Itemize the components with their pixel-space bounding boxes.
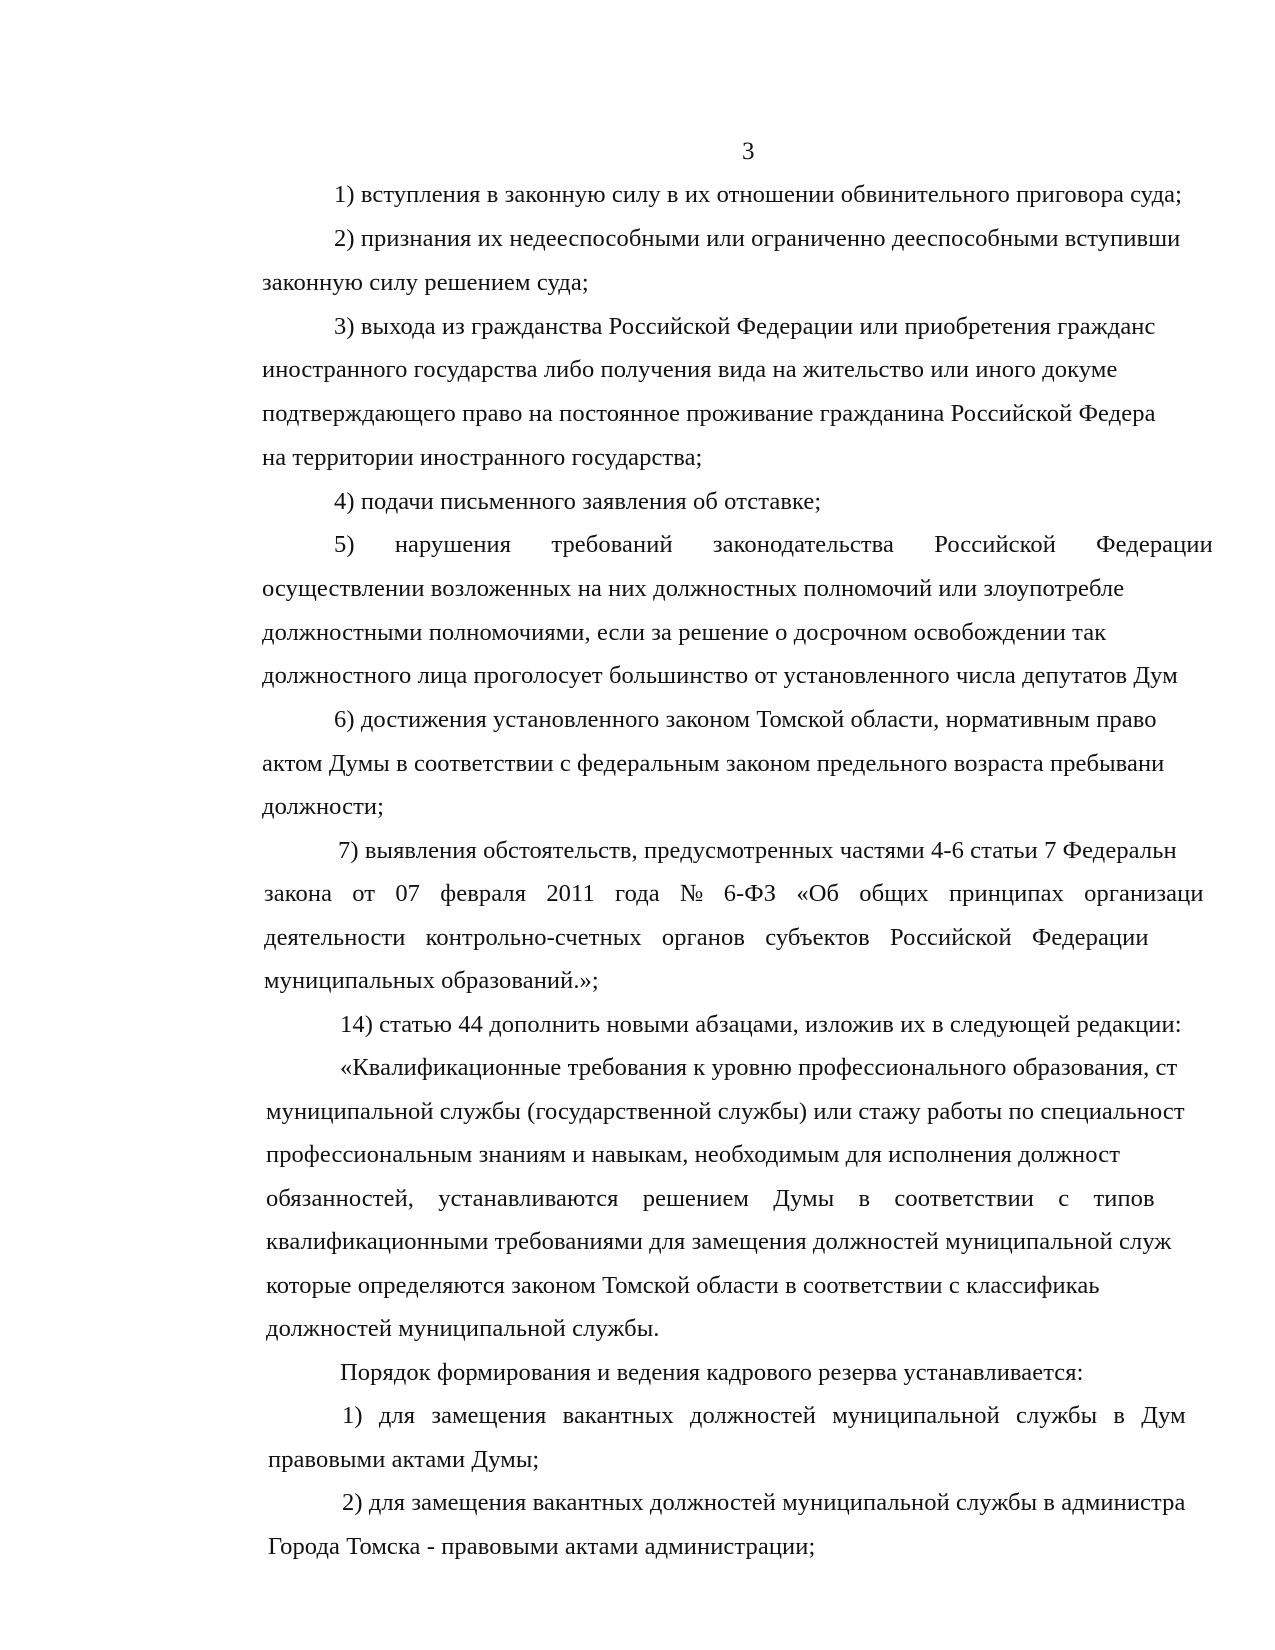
text-line: 7) выявления обстоятельств, предусмотренных частями 4-6 статьи 7 Федеральн (338, 837, 1177, 864)
text-line: профессиональным знаниям и навыкам, необходимым для исполнения должност (266, 1141, 1121, 1168)
text-line: осуществлении возложенных на них должностных полномочий или злоупотребле (262, 575, 1125, 602)
text-line: 1) для замещения вакантных должностей муниципальной службы в Дум (342, 1402, 1186, 1429)
text-line: правовыми актами Думы; (268, 1446, 540, 1473)
text-line: муниципальной службы (государственной службы) или стажу работы по специальност (266, 1098, 1185, 1125)
text-line: деятельности контрольно-счетных органов субъектов Российской Федерации (264, 924, 1149, 951)
text-line: 6) достижения установленного законом Томской области, нормативным право (334, 706, 1157, 733)
text-line: обязанностей, устанавливаются решением Думы в соответствии с типов (266, 1185, 1155, 1212)
text-line: закона от 07 февраля 2011 года № 6-ФЗ «Об общих принципах организаци (264, 880, 1204, 907)
text-line: 3) выхода из гражданства Российской Федерации или приобретения гражданс (334, 313, 1156, 340)
text-line: 5) нарушения требований законодательства Российской Федерации (334, 531, 1213, 558)
text-line: «Квалификационные требования к уровню профессионального образования, ст (340, 1054, 1178, 1081)
text-line: 4) подачи письменного заявления об отставке; (334, 488, 822, 515)
text-line: 2) для замещения вакантных должностей муниципальной службы в администра (342, 1489, 1186, 1516)
text-line: должности; (262, 793, 385, 820)
text-line: подтверждающего право на постоянное проживание гражданина Российской Федера (262, 400, 1156, 427)
page-number: 3 (742, 138, 755, 165)
text-line: должностного лица проголосует большинство от установленного числа депутатов Дум (262, 662, 1178, 689)
text-line: должностными полномочиями, если за решение о досрочном освобождении так (262, 619, 1107, 646)
text-line: Города Томска - правовыми актами администрации; (268, 1533, 816, 1560)
text-line: на территории иностранного государства; (262, 444, 703, 471)
text-line: актом Думы в соответствии с федеральным законом предельного возраста пребывани (262, 750, 1165, 777)
text-line: Порядок формирования и ведения кадрового резерва устанавливается: (340, 1359, 1084, 1386)
text-line: законную силу решением суда; (262, 269, 589, 296)
text-line: должностей муниципальной службы. (266, 1315, 660, 1342)
text-line: которые определяются законом Томской области в соответствии с классификаь (266, 1272, 1100, 1299)
text-line: квалификационными требованиями для замещения должностей муниципальной служ (266, 1228, 1172, 1255)
text-line: иностранного государства либо получения вида на жительство или иного докуме (262, 356, 1118, 383)
text-line: муниципальных образований.»; (264, 967, 599, 994)
text-line: 14) статью 44 дополнить новыми абзацами, изложив их в следующей редакции: (340, 1011, 1182, 1038)
text-line: 2) признания их недееспособными или ограниченно дееспособными вступивши (334, 225, 1181, 252)
text-line: 1) вступления в законную силу в их отношении обвинительного приговора суда; (334, 181, 1183, 208)
